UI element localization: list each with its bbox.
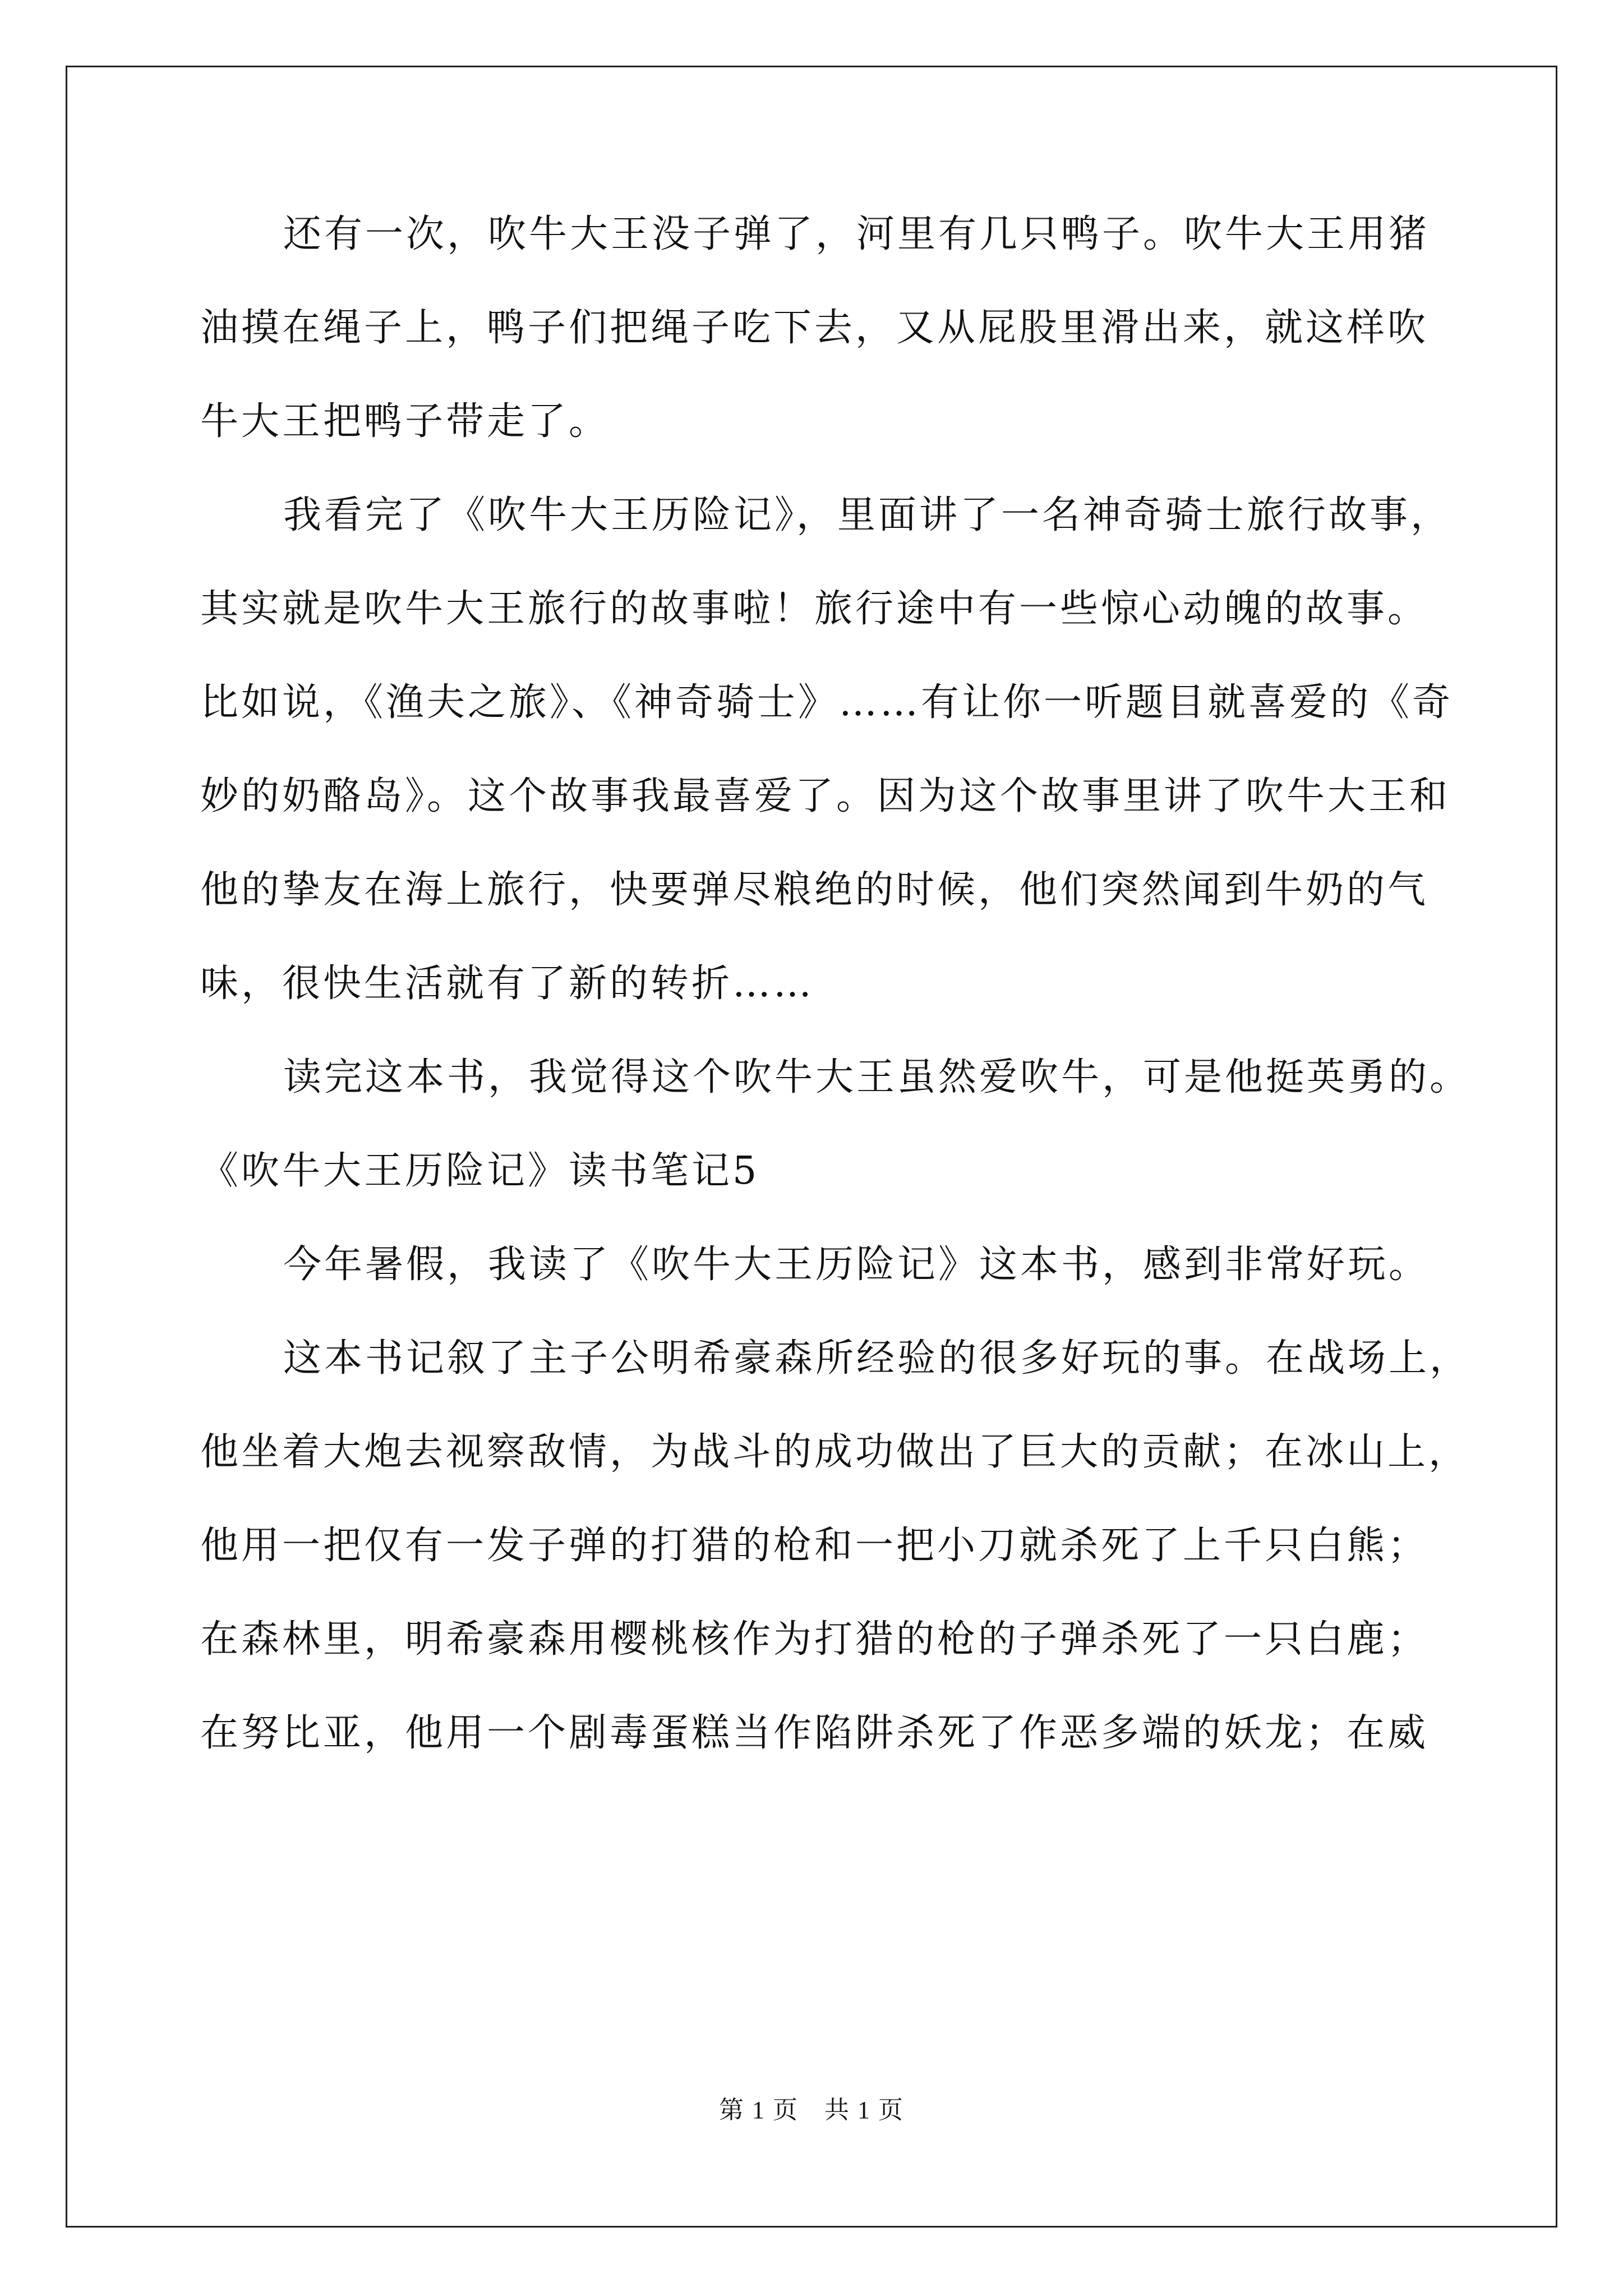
text-line: 比如说，《渔夫之旅》、《神奇骑士》……有让你一听题目就喜爱的《奇 — [200, 680, 1454, 725]
text-line: 我看完了《吹牛大王历险记》，里面讲了一名神奇骑士旅行故事， — [283, 493, 1452, 537]
page-footer: 第 1 页 共 1 页 — [719, 2096, 904, 2124]
text-line: 在努比亚，他用一个剧毒蛋糕当作陷阱杀死了作恶多端的妖龙；在威 — [200, 1711, 1429, 1755]
text-line: 读完这本书，我觉得这个吹牛大王虽然爱吹牛，可是他挺英勇的。 — [283, 1055, 1471, 1099]
section-heading: 《吹牛大王历险记》读书笔记5 — [200, 1149, 760, 1193]
text-line: 今年暑假，我读了《吹牛大王历险记》这本书，感到非常好玩。 — [283, 1243, 1430, 1287]
text-line: 他用一把仅有一发子弹的打猎的枪和一把小刀就杀死了上千只白熊； — [200, 1524, 1429, 1568]
text-line: 妙的奶酪岛》。这个故事我最喜爱了。因为这个故事里讲了吹牛大王和 — [200, 774, 1451, 818]
text-line: 他坐着大炮去视察敌情，为战斗的成功做出了巨大的贡献；在冰山上， — [200, 1430, 1470, 1474]
text-line: 在森林里，明希豪森用樱桃核作为打猎的枪的子弹杀死了一只白鹿； — [200, 1617, 1429, 1662]
text-line: 其实就是吹牛大王旅行的故事啦！旅行途中有一些惊心动魄的故事。 — [200, 587, 1429, 631]
text-line: 还有一次，吹牛大王没子弹了，河里有几只鸭子。吹牛大王用猪 — [283, 212, 1430, 256]
text-line: 他的挚友在海上旅行，快要弹尽粮绝的时候，他们突然闻到牛奶的气 — [200, 868, 1429, 912]
text-line: 这本书记叙了主子公明希豪森所经验的很多好玩的事。在战场上， — [283, 1336, 1471, 1381]
text-line: 牛大王把鸭子带走了。 — [200, 399, 610, 444]
text-line: 味，很快生活就有了新的转折…… — [200, 961, 815, 1006]
text-line: 油摸在绳子上，鸭子们把绳子吃下去，又从屁股里滑出来，就这样吹 — [200, 306, 1429, 350]
